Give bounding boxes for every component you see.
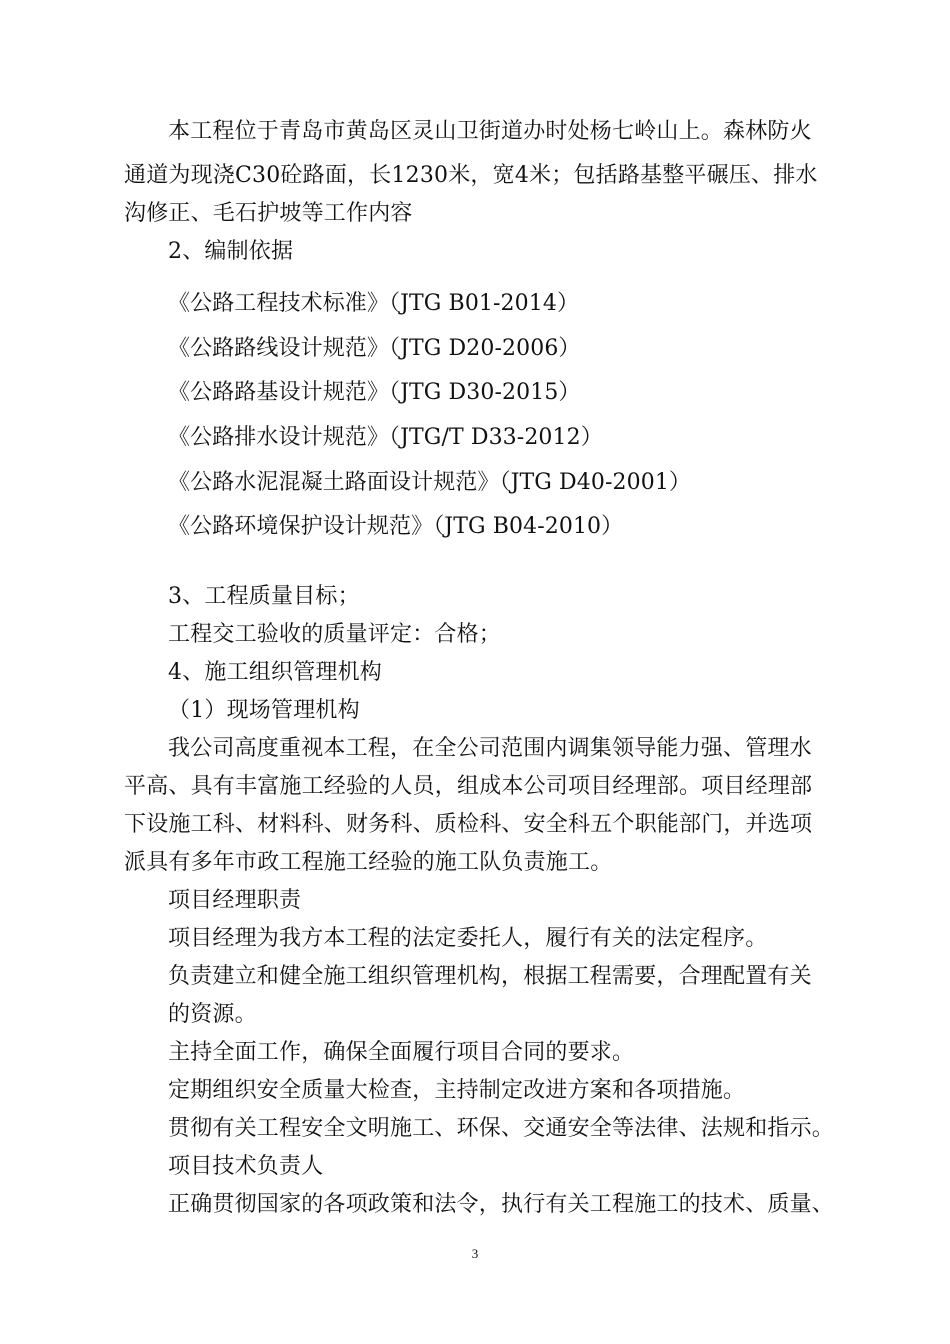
reference-item: 《公路工程技术标准》（JTG B01-2014） [168, 291, 580, 316]
intro-line-3: 沟修正、毛石护坡等工作内容 [124, 201, 413, 226]
intro-line-1: 本工程位于青岛市黄岛区灵山卫街道办时处杨七岭山上。森林防火 [168, 119, 812, 144]
subsection-1-heading: （1）现场管理机构 [168, 698, 360, 723]
section-4-heading: 4、施工组织管理机构 [168, 660, 382, 685]
org-paragraph-line-1: 我公司高度重视本工程，在全公司范围内调集领导能力强、管理水 [168, 736, 812, 761]
pm-duty-line: 主持全面工作，确保全面履行项目合同的要求。 [168, 1040, 635, 1065]
org-paragraph-line-3: 下设施工科、材料科、财务科、质检科、安全科五个职能部门，并选项 [124, 812, 813, 837]
reference-item: 《公路路基设计规范》（JTG D30-2015） [168, 380, 581, 405]
pm-duty-line: 项目经理为我方本工程的法定委托人，履行有关的法定程序。 [168, 926, 768, 951]
pm-duty-line: 贯彻有关工程安全文明施工、环保、交通安全等法律、法规和指示。 [168, 1116, 835, 1141]
reference-item: 《公路环境保护设计规范》（JTG B04-2010） [168, 514, 624, 539]
reference-item: 《公路路线设计规范》（JTG D20-2006） [168, 336, 581, 361]
pm-duty-line: 定期组织安全质量大检查，主持制定改进方案和各项措施。 [168, 1078, 746, 1103]
section-3-heading: 3、工程质量目标； [168, 584, 360, 609]
pm-duties-heading: 项目经理职责 [168, 888, 302, 913]
pm-duty-line: 的资源。 [168, 1002, 257, 1027]
org-paragraph-line-4: 派具有多年市政工程施工经验的施工队负责施工。 [124, 850, 613, 875]
tech-lead-text: 正确贯彻国家的各项政策和法令，执行有关工程施工的技术、质量、 [168, 1192, 835, 1217]
reference-item: 《公路水泥混凝土路面设计规范》（JTG D40-2001） [168, 470, 692, 495]
tech-lead-heading: 项目技术负责人 [168, 1154, 324, 1179]
org-paragraph-line-2: 平高、具有丰富施工经验的人员，组成本公司项目经理部。项目经理部 [124, 774, 813, 799]
page-number: 3 [471, 1246, 479, 1261]
section-2-heading: 2、编制依据 [168, 239, 294, 264]
pm-duty-line: 负责建立和健全施工组织管理机构，根据工程需要，合理配置有关 [168, 964, 812, 989]
reference-item: 《公路排水设计规范》（JTG/T D33-2012） [168, 425, 603, 450]
intro-line-2: 通道为现浇C30砼路面，长1230米，宽4米；包括路基整平碾压、排水 [124, 163, 818, 188]
quality-target-text: 工程交工验收的质量评定：合格； [168, 622, 502, 647]
